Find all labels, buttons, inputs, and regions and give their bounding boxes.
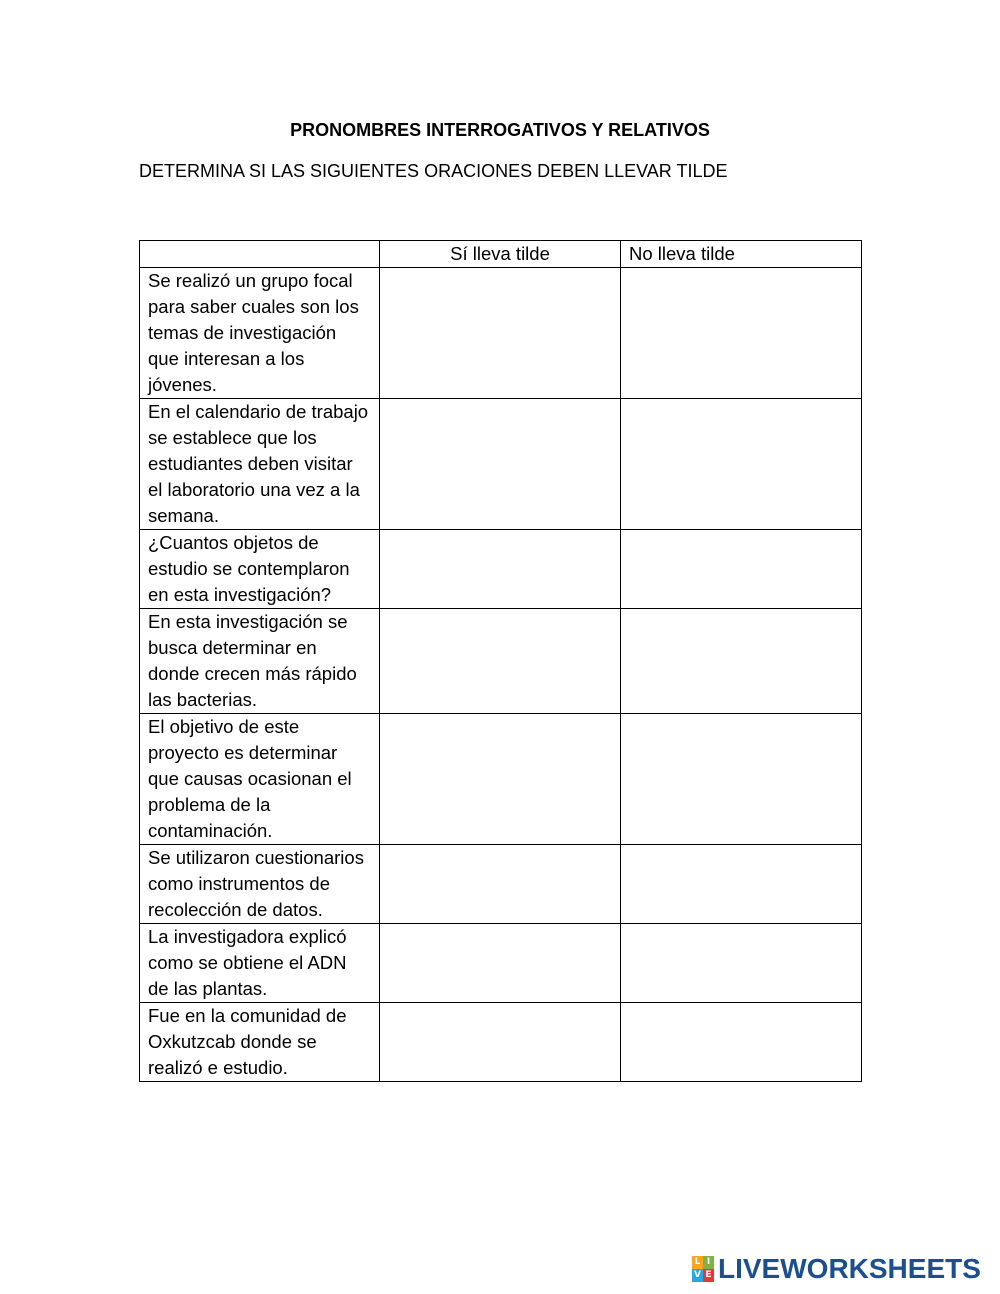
logo-mark-tile: I (703, 1256, 714, 1269)
table-row (140, 530, 862, 609)
header-si-lleva-tilde: Sí lleva tilde (380, 241, 621, 268)
table-row (140, 714, 862, 845)
si-lleva-tilde-cell[interactable] (380, 609, 621, 714)
logo-mark-icon (692, 1256, 714, 1282)
worksheet-title: PRONOMBRES INTERROGATIVOS Y RELATIVOS (290, 120, 710, 140)
logo-text: LIVEWORKSHEETS (718, 1253, 981, 1284)
si-lleva-tilde-cell[interactable] (380, 530, 621, 609)
sentence-cell: El objetivo de este proyecto es determinar que causas ocasionan el problema de la contaminación. (140, 714, 380, 845)
table-header-row (140, 241, 862, 268)
no-lleva-tilde-cell[interactable] (621, 1003, 862, 1082)
sentence-cell: En esta investigación se busca determinar en donde crecen más rápido las bacterias. (140, 609, 380, 714)
si-lleva-tilde-cell[interactable] (380, 1003, 621, 1082)
no-lleva-tilde-cell[interactable] (621, 609, 862, 714)
header-no-lleva-tilde: No lleva tilde (621, 241, 862, 268)
no-lleva-tilde-cell[interactable] (621, 845, 862, 924)
table-row (140, 609, 862, 714)
sentence-cell: ¿Cuantos objetos de estudio se contemplaron en esta investigación? (140, 530, 380, 609)
table-row (140, 845, 862, 924)
si-lleva-tilde-cell[interactable] (380, 714, 621, 845)
no-lleva-tilde-cell[interactable] (621, 399, 862, 530)
no-lleva-tilde-cell[interactable] (621, 530, 862, 609)
answer-table (139, 240, 862, 1082)
sentence-cell: Fue en la comunidad de Oxkutzcab donde se realizó e estudio. (140, 1003, 380, 1082)
sentence-cell: En el calendario de trabajo se establece que los estudiantes deben visitar el laboratorio una vez a la semana. (140, 399, 380, 530)
sentence-cell: Se realizó un grupo focal para saber cuales son los temas de investigación que interesan a los jóvenes. (140, 268, 380, 399)
table-row (140, 268, 862, 399)
sentence-cell: La investigadora explicó como se obtiene el ADN de las plantas. (140, 924, 380, 1003)
no-lleva-tilde-cell[interactable] (621, 268, 862, 399)
si-lleva-tilde-cell[interactable] (380, 924, 621, 1003)
logo-mark-tile: V (692, 1269, 703, 1282)
table-body (140, 268, 862, 1082)
no-lleva-tilde-cell[interactable] (621, 714, 862, 845)
si-lleva-tilde-cell[interactable] (380, 268, 621, 399)
logo-mark-tile: E (703, 1269, 714, 1282)
logo-mark-tile: L (692, 1256, 703, 1269)
table-row (140, 399, 862, 530)
no-lleva-tilde-cell[interactable] (621, 924, 862, 1003)
header-sentence (140, 241, 380, 268)
sentence-cell: Se utilizaron cuestionarios como instrumentos de recolección de datos. (140, 845, 380, 924)
table-row (140, 1003, 862, 1082)
si-lleva-tilde-cell[interactable] (380, 399, 621, 530)
liveworksheets-logo (692, 1254, 981, 1284)
si-lleva-tilde-cell[interactable] (380, 845, 621, 924)
table-row (140, 924, 862, 1003)
worksheet-instruction: DETERMINA SI LAS SIGUIENTES ORACIONES DEBEN LLEVAR TILDE (139, 161, 728, 181)
